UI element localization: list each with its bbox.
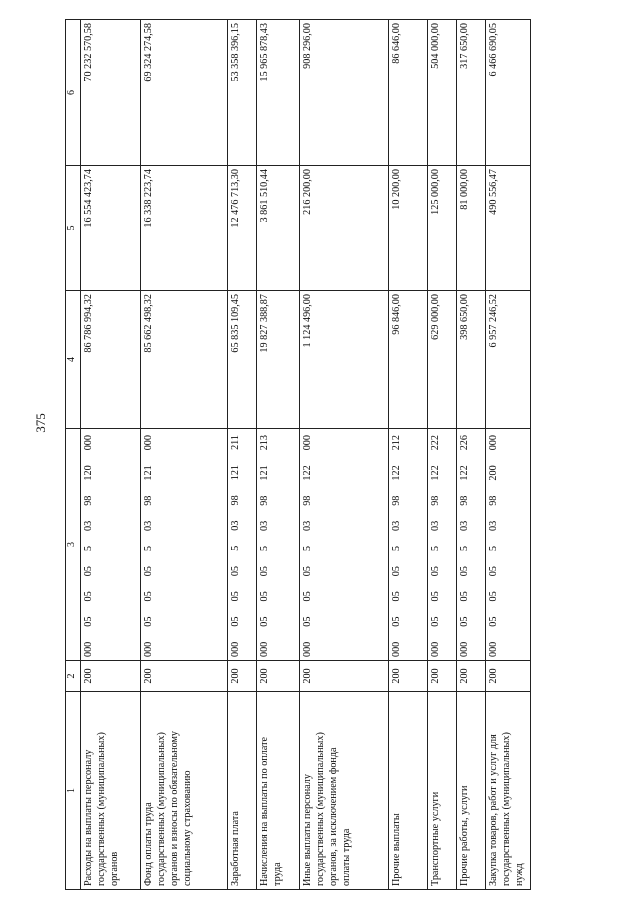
classification-code — [301, 432, 314, 657]
amount-col4-cell: 96 846,00 — [389, 291, 428, 429]
code-segment: 05 — [259, 591, 270, 602]
table-row — [486, 20, 531, 890]
expense-name-cell — [300, 692, 389, 890]
amount-col5-cell: 16 554 423,74 — [81, 166, 141, 291]
expense-name-line: Иные выплаты персоналу — [302, 774, 313, 886]
code-segment: 226 — [459, 435, 470, 451]
code-segment: 000 — [83, 641, 94, 657]
expense-name-line: Закупка товаров, работ и услуг для — [488, 734, 499, 886]
code-segment: 03 — [488, 520, 499, 531]
code-segment: 122 — [391, 465, 402, 481]
code-segment: 03 — [391, 520, 402, 531]
code-segment: 000 — [488, 641, 499, 657]
row-code-cell: 200 — [228, 661, 257, 692]
classification-code-cell — [389, 429, 428, 661]
amount-col6-cell: 317 650,00 — [457, 20, 486, 166]
classification-code — [487, 432, 500, 657]
column-number-header: 6 — [66, 20, 81, 166]
expense-name-cell — [81, 692, 141, 890]
amount-col4-cell: 65 835 109,45 — [228, 291, 257, 429]
amount-col5-cell: 10 200,00 — [389, 166, 428, 291]
table-row — [81, 20, 141, 890]
code-segment: 5 — [83, 546, 94, 552]
classification-code — [458, 432, 471, 657]
amount-col6-cell: 53 358 396,15 — [228, 20, 257, 166]
classification-code — [229, 432, 242, 657]
code-segment: 000 — [302, 435, 313, 451]
code-segment: 05 — [259, 566, 270, 577]
expense-name-line: Расходы на выплаты персоналу — [83, 749, 94, 886]
code-segment: 05 — [488, 566, 499, 577]
amount-col4-cell: 86 786 994,32 — [81, 291, 141, 429]
amount-col5-cell: 216 200,00 — [300, 166, 389, 291]
column-number-header: 1 — [66, 692, 81, 890]
code-segment: 000 — [259, 641, 270, 657]
code-segment: 03 — [259, 520, 270, 531]
expense-name-line: социальному страхованию — [182, 770, 193, 886]
code-segment: 211 — [230, 435, 241, 450]
expense-name-line: нужд — [514, 863, 525, 886]
table-row — [257, 20, 300, 890]
code-segment: 05 — [391, 616, 402, 627]
row-code-cell: 200 — [428, 661, 457, 692]
column-number-header: 3 — [66, 429, 81, 661]
row-code-cell: 200 — [300, 661, 389, 692]
classification-code — [142, 432, 155, 657]
code-segment: 05 — [391, 591, 402, 602]
code-segment: 000 — [143, 641, 154, 657]
expense-name-line: государственных (муниципальных) — [315, 732, 326, 886]
code-segment: 98 — [488, 495, 499, 506]
amount-col5-cell: 125 000,00 — [428, 166, 457, 291]
expense-name-line: государственных (муниципальных) — [501, 732, 512, 886]
code-segment: 5 — [302, 546, 313, 552]
classification-code-cell — [81, 429, 141, 661]
classification-code-cell — [257, 429, 300, 661]
code-segment: 5 — [459, 546, 470, 552]
table-row — [228, 20, 257, 890]
code-segment: 000 — [430, 641, 441, 657]
code-segment: 05 — [302, 591, 313, 602]
code-segment: 98 — [230, 495, 241, 506]
column-number-header: 2 — [66, 661, 81, 692]
expense-name-line: органов и взносы по обязательному — [169, 730, 180, 886]
code-segment: 05 — [230, 591, 241, 602]
expense-name-line: оплаты труда — [341, 828, 352, 886]
code-segment: 98 — [391, 495, 402, 506]
row-code-cell: 200 — [389, 661, 428, 692]
code-segment: 98 — [430, 495, 441, 506]
row-code-cell: 200 — [141, 661, 228, 692]
code-segment: 98 — [302, 495, 313, 506]
code-segment: 222 — [430, 435, 441, 451]
code-segment: 5 — [430, 546, 441, 552]
table-row — [428, 20, 457, 890]
code-segment: 05 — [302, 616, 313, 627]
code-segment: 5 — [391, 546, 402, 552]
table-body — [66, 20, 531, 890]
amount-col4-cell: 1 124 496,00 — [300, 291, 389, 429]
classification-code-cell — [141, 429, 228, 661]
expense-name-line: государственных (муниципальных) — [156, 732, 167, 886]
code-segment: 98 — [459, 495, 470, 506]
classification-code-cell — [486, 429, 531, 661]
code-segment: 213 — [259, 435, 270, 451]
expense-name-line: труда — [272, 862, 283, 886]
code-segment: 05 — [230, 565, 241, 577]
amount-col4-cell: 6 957 246,52 — [486, 291, 531, 429]
code-segment: 05 — [83, 591, 94, 602]
amount-col4-cell: 629 000,00 — [428, 291, 457, 429]
code-segment: 03 — [430, 520, 441, 531]
code-segment: 121 — [259, 465, 270, 481]
classification-code — [258, 432, 271, 657]
expense-name-line: органов, за исключением фонда — [328, 747, 339, 886]
code-segment: 05 — [143, 591, 154, 602]
code-segment: 05 — [143, 566, 154, 577]
code-segment: 05 — [488, 616, 499, 627]
code-segment: 03 — [83, 520, 94, 531]
expense-name-cell — [257, 692, 300, 890]
code-segment: 05 — [230, 616, 241, 627]
classification-code — [390, 432, 403, 657]
amount-col6-cell: 70 232 570,58 — [81, 20, 141, 166]
budget-table — [65, 19, 531, 890]
code-segment: 121 — [143, 465, 154, 481]
expense-name-line: Начисления на выплаты по оплате — [259, 736, 270, 886]
code-segment: 03 — [143, 520, 154, 531]
amount-col6-cell: 6 466 690,05 — [486, 20, 531, 166]
code-segment: 000 — [83, 435, 94, 451]
code-segment: 000 — [230, 641, 241, 657]
expense-name-line: Прочие работы, услуги — [459, 785, 470, 886]
code-segment: 98 — [259, 495, 270, 506]
code-segment: 120 — [83, 465, 94, 481]
column-number-row — [66, 20, 81, 890]
code-segment: 000 — [302, 641, 313, 657]
amount-col6-cell: 908 296,00 — [300, 20, 389, 166]
code-segment: 05 — [459, 566, 470, 577]
amount-col6-cell: 504 000,00 — [428, 20, 457, 166]
code-segment: 5 — [230, 545, 241, 551]
expense-name-line: государственных (муниципальных) — [96, 732, 107, 886]
expense-name-line: Заработная плата — [230, 811, 241, 886]
table-row — [389, 20, 428, 890]
code-segment: 000 — [459, 641, 470, 657]
code-segment: 200 — [488, 465, 499, 481]
code-segment: 03 — [230, 520, 241, 531]
code-segment: 5 — [143, 546, 154, 552]
code-segment: 05 — [391, 566, 402, 577]
code-segment: 000 — [391, 641, 402, 657]
classification-code-cell — [300, 429, 389, 661]
code-segment: 05 — [83, 616, 94, 627]
code-segment: 98 — [143, 495, 154, 506]
code-segment: 05 — [488, 591, 499, 602]
code-segment: 5 — [259, 546, 270, 552]
code-segment: 05 — [302, 566, 313, 577]
code-segment: 03 — [459, 520, 470, 531]
table-row — [300, 20, 389, 890]
expense-name-cell — [457, 692, 486, 890]
amount-col6-cell: 15 965 878,43 — [257, 20, 300, 166]
expense-name-cell — [389, 692, 428, 890]
code-segment: 98 — [83, 495, 94, 506]
code-segment: 03 — [302, 520, 313, 531]
code-segment: 05 — [259, 616, 270, 627]
amount-col5-cell: 490 556,47 — [486, 166, 531, 291]
amount-col4-cell: 398 650,00 — [457, 291, 486, 429]
amount-col4-cell: 85 662 498,32 — [141, 291, 228, 429]
row-code-cell: 200 — [257, 661, 300, 692]
classification-code-cell — [457, 429, 486, 661]
classification-code — [82, 432, 95, 657]
expense-name-cell — [486, 692, 531, 890]
row-code-cell: 200 — [81, 661, 141, 692]
amount-col5-cell: 12 476 713,30 — [228, 166, 257, 291]
amount-col6-cell: 86 646,00 — [389, 20, 428, 166]
page-number: 375 — [33, 413, 48, 433]
code-segment: 05 — [459, 591, 470, 602]
code-segment: 122 — [430, 465, 441, 481]
expense-name-line: Прочие выплаты — [391, 813, 402, 886]
expense-name-line: Фонд оплаты труда — [143, 802, 154, 886]
code-segment: 05 — [83, 566, 94, 577]
table-row — [457, 20, 486, 890]
expense-name-cell — [141, 692, 228, 890]
code-segment: 5 — [488, 546, 499, 552]
code-segment: 05 — [459, 616, 470, 627]
code-segment: 000 — [143, 435, 154, 451]
code-segment: 05 — [143, 616, 154, 627]
classification-code-cell — [228, 429, 257, 661]
column-number-header: 4 — [66, 291, 81, 429]
amount-col5-cell: 16 338 223,74 — [141, 166, 228, 291]
amount-col4-cell: 19 827 388,87 — [257, 291, 300, 429]
expense-name-line: Транспортные услуги — [430, 791, 441, 886]
rotated-page — [65, 20, 590, 890]
table-row — [141, 20, 228, 890]
expense-name-cell — [428, 692, 457, 890]
classification-code-cell — [428, 429, 457, 661]
code-segment: 122 — [459, 465, 470, 481]
row-code-cell: 200 — [486, 661, 531, 692]
code-segment: 05 — [430, 616, 441, 627]
code-segment: 05 — [430, 566, 441, 577]
amount-col6-cell: 69 324 274,58 — [141, 20, 228, 166]
amount-col5-cell: 3 861 510,44 — [257, 166, 300, 291]
expense-name-line: органов — [109, 851, 120, 886]
code-segment: 122 — [302, 465, 313, 481]
code-segment: 212 — [391, 435, 402, 451]
column-number-header: 5 — [66, 166, 81, 291]
code-segment: 121 — [230, 464, 241, 481]
amount-col5-cell: 81 000,00 — [457, 166, 486, 291]
expense-name-cell — [228, 692, 257, 890]
code-segment: 05 — [430, 591, 441, 602]
classification-code — [429, 432, 442, 657]
row-code-cell: 200 — [457, 661, 486, 692]
code-segment: 000 — [488, 435, 499, 451]
